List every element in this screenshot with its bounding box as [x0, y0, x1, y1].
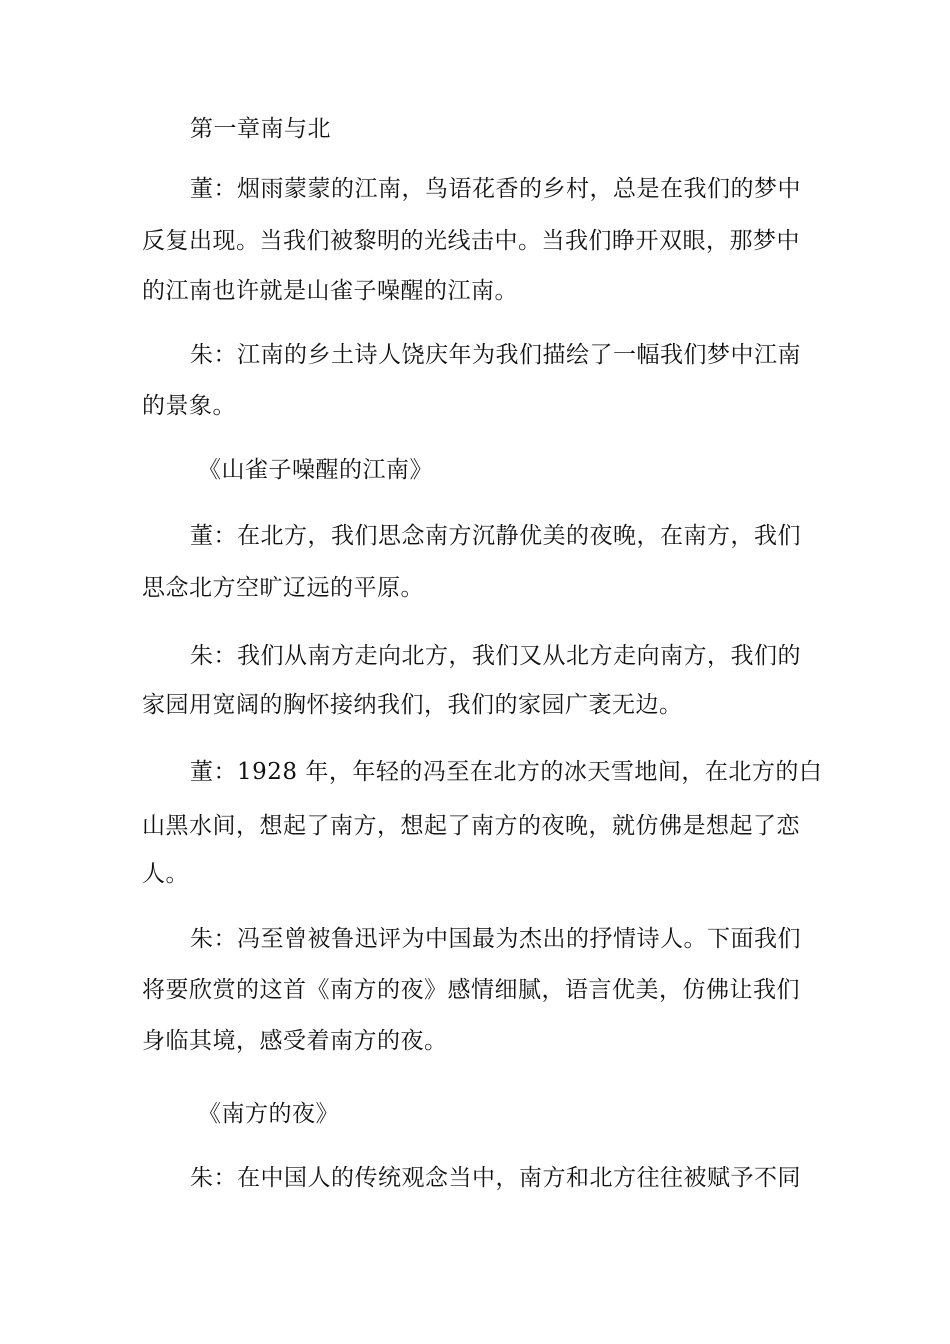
paragraph-line: 人。 — [142, 861, 189, 887]
chapter-heading: 第一章南与北 — [190, 116, 331, 142]
paragraph-line: 山黑水间，想起了南方，想起了南方的夜晚，就仿佛是想起了恋 — [142, 813, 800, 839]
paragraph-line: 董：1928 年，年轻的冯至在北方的冰天雪地间，在北方的白 — [190, 759, 823, 785]
paragraph-line: 朱：江南的乡土诗人饶庆年为我们描绘了一幅我们梦中江南 — [190, 342, 801, 368]
paragraph-line: 反复出现。当我们被黎明的光线击中。当我们睁开双眼，那梦中 — [142, 228, 800, 254]
paragraph-line: 董：烟雨蒙蒙的江南，鸟语花香的乡村，总是在我们的梦中 — [190, 176, 801, 202]
paragraph-line: 的景象。 — [142, 393, 236, 419]
paragraph-line: 身临其境，感受着南方的夜。 — [142, 1028, 448, 1054]
poem-title: 《山雀子噪醒的江南》 — [198, 457, 433, 483]
paragraph-line: 思念北方空旷辽远的平原。 — [142, 575, 424, 601]
paragraph-line: 朱：我们从南方走向北方，我们又从北方走向南方，我们的 — [190, 643, 801, 669]
paragraph-line: 家园用宽阔的胸怀接纳我们，我们的家园广袤无边。 — [142, 692, 683, 718]
paragraph-line: 朱：冯至曾被鲁迅评为中国最为杰出的抒情诗人。下面我们 — [190, 926, 801, 952]
paragraph-line: 将要欣赏的这首《南方的夜》感情细腻，语言优美，仿佛让我们 — [142, 977, 800, 1003]
paragraph-line: 董：在北方，我们思念南方沉静优美的夜晚，在南方，我们 — [190, 523, 801, 549]
paragraph-line: 的江南也许就是山雀子噪醒的江南。 — [142, 278, 518, 304]
paragraph-line: 朱：在中国人的传统观念当中，南方和北方往往被赋予不同 — [190, 1165, 801, 1191]
poem-title: 《南方的夜》 — [198, 1101, 339, 1127]
